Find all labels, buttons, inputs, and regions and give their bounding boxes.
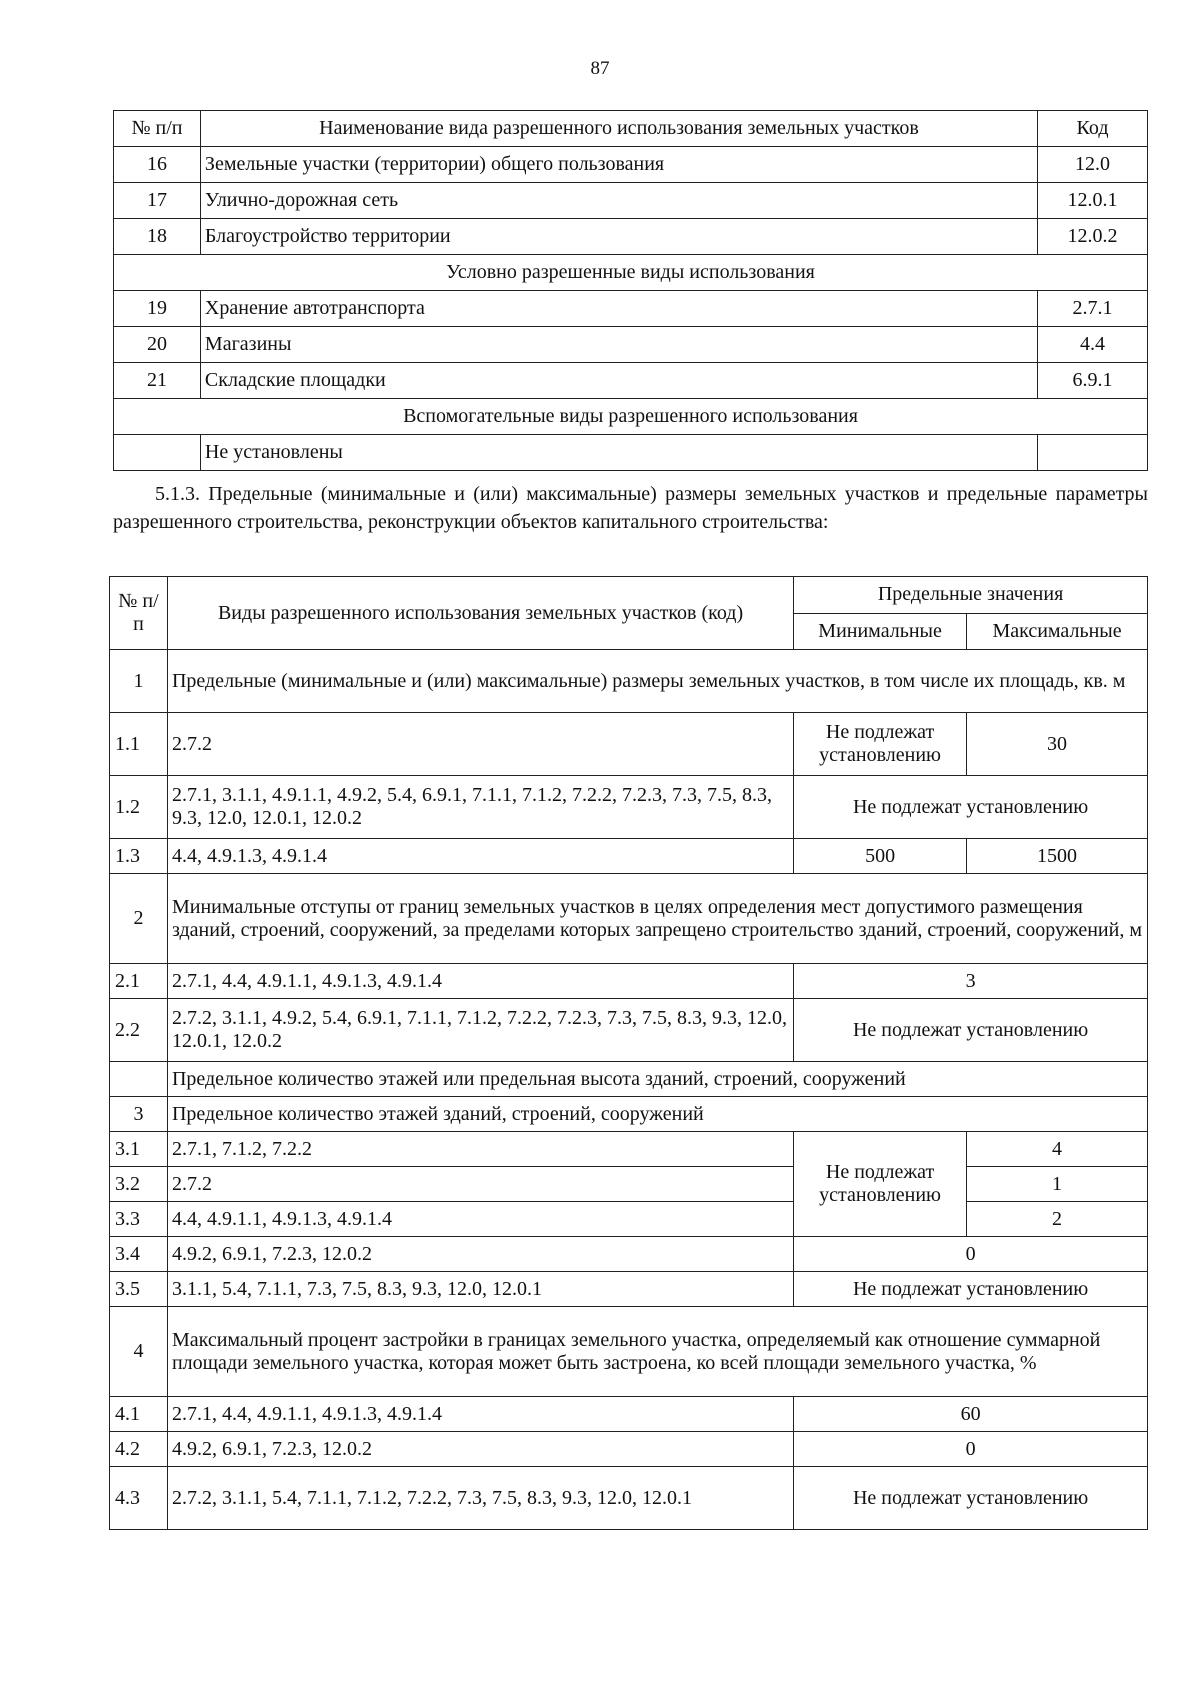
section-text: Минимальные отступы от границ земельных участков в целях определения мест допустимого размещения зданий, строений, сооружений, за пределами которых запрещено строительство зданий, строений, сооружений, м (167, 874, 1147, 964)
table-row (114, 291, 1148, 327)
table-row (110, 1397, 1148, 1432)
row-value: 0 (794, 1237, 1148, 1272)
row-min-merged: Не подлежат установлению (794, 1132, 967, 1237)
row-codes: 4.4, 4.9.1.1, 4.9.1.3, 4.9.1.4 (167, 1202, 793, 1237)
row-num: 3.1 (110, 1132, 168, 1167)
auxiliary-title: Вспомогательные виды разрешенного использования (114, 399, 1148, 435)
row-num: 4.1 (110, 1397, 168, 1432)
row-value: 3 (794, 964, 1148, 999)
row-num: 21 (114, 363, 201, 399)
row-code: 12.0 (1038, 147, 1148, 183)
table-row (114, 327, 1148, 363)
row-value: Не подлежат установлению (794, 1467, 1148, 1530)
section-row (110, 1097, 1148, 1132)
row-codes: 2.7.1, 4.4, 4.9.1.1, 4.9.1.3, 4.9.1.4 (167, 1397, 793, 1432)
row-value: Не подлежат установлению (794, 1272, 1148, 1307)
table-row (110, 1237, 1148, 1272)
row-name: Хранение автотранспорта (200, 291, 1037, 327)
table-row (110, 964, 1148, 999)
row-name: Складские площадки (200, 363, 1037, 399)
row-num: 3.2 (110, 1167, 168, 1202)
row-num: 2.2 (110, 999, 168, 1062)
row-codes: 4.9.2, 6.9.1, 7.2.3, 12.0.2 (167, 1432, 793, 1467)
table-row (110, 1467, 1148, 1530)
row-min: Не подлежат установлению (794, 713, 967, 776)
row-codes: 2.7.1, 3.1.1, 4.9.1.1, 4.9.2, 5.4, 6.9.1, 7.1.1, 7.1.2, 7.2.2, 7.2.3, 7.3, 7.5, 8.3, 9.3, 12.0, 12.0.1, 12.0.2 (167, 776, 793, 839)
row-num: 1.3 (110, 839, 168, 874)
row-min: 500 (794, 839, 967, 874)
table-row (110, 776, 1148, 839)
row-code: 2.7.1 (1038, 291, 1148, 327)
row-num: 17 (114, 183, 201, 219)
header-num: № п/п (110, 577, 168, 650)
table-row (110, 1202, 1148, 1237)
table-row (114, 183, 1148, 219)
row-codes: 2.7.1, 4.4, 4.9.1.1, 4.9.1.3, 4.9.1.4 (167, 964, 793, 999)
row-code: 6.9.1 (1038, 363, 1148, 399)
table-row (110, 713, 1148, 776)
table-row (114, 435, 1148, 471)
header-code: Код (1038, 111, 1148, 147)
row-value: Не подлежат установлению (794, 776, 1148, 839)
section-text: Предельные (минимальные и (или) максимальные) размеры земельных участков, в том числе их площадь, кв. м (167, 650, 1147, 713)
row-value: Не подлежат установлению (794, 999, 1148, 1062)
section-num: 4 (110, 1307, 168, 1397)
table-row (114, 363, 1148, 399)
header-min: Минимальные (794, 613, 967, 650)
conditional-title: Условно разрешенные виды использования (114, 255, 1148, 291)
row-name: Земельные участки (территории) общего пользования (200, 147, 1037, 183)
row-num: 18 (114, 219, 201, 255)
section-paragraph: 5.1.3. Предельные (минимальные и (или) максимальные) размеры земельных участков и предельные параметры разрешенного строительства, реконструкции объектов капитального строительства: (113, 483, 1148, 533)
table-header-row (114, 111, 1148, 147)
row-max: 4 (967, 1132, 1148, 1167)
table-row (110, 1132, 1148, 1167)
row-num: 1.2 (110, 776, 168, 839)
land-use-types-table (113, 110, 1148, 471)
page-number: 87 (590, 58, 610, 79)
table-row (114, 147, 1148, 183)
row-max: 1500 (967, 839, 1148, 874)
header-limits: Предельные значения (794, 577, 1148, 614)
row-code (1038, 435, 1148, 471)
section-num: 3 (110, 1097, 168, 1132)
row-codes: 2.7.2 (167, 1167, 793, 1202)
section-row (110, 874, 1148, 964)
table-row (110, 1432, 1148, 1467)
row-codes: 4.9.2, 6.9.1, 7.2.3, 12.0.2 (167, 1237, 793, 1272)
table-row (110, 839, 1148, 874)
row-value: 0 (794, 1432, 1148, 1467)
section-row (110, 1307, 1148, 1397)
row-num: 4.3 (110, 1467, 168, 1530)
table-row (114, 219, 1148, 255)
row-codes: 4.4, 4.9.1.3, 4.9.1.4 (167, 839, 793, 874)
table-row (110, 1167, 1148, 1202)
row-codes: 2.7.2 (167, 713, 793, 776)
row-num: 3.3 (110, 1202, 168, 1237)
section-num: 1 (110, 650, 168, 713)
row-max: 1 (967, 1167, 1148, 1202)
row-max: 30 (967, 713, 1148, 776)
section-num: 2 (110, 874, 168, 964)
row-num: 4.2 (110, 1432, 168, 1467)
section-title-row (114, 255, 1148, 291)
row-num: 3.4 (110, 1237, 168, 1272)
row-num: 3.5 (110, 1272, 168, 1307)
section-text: Предельное количество этажей зданий, строений, сооружений (167, 1097, 1147, 1132)
row-codes: 3.1.1, 5.4, 7.1.1, 7.3, 7.5, 8.3, 9.3, 12.0, 12.0.1 (167, 1272, 793, 1307)
section-row (110, 1062, 1148, 1097)
row-max: 2 (967, 1202, 1148, 1237)
section-text: Предельное количество этажей или предельная высота зданий, строений, сооружений (167, 1062, 1147, 1097)
section-row (110, 650, 1148, 713)
row-num: 16 (114, 147, 201, 183)
table-header-row (110, 577, 1148, 614)
header-max: Максимальные (967, 613, 1148, 650)
header-num: № п/п (114, 111, 201, 147)
row-codes: 2.7.2, 3.1.1, 4.9.2, 5.4, 6.9.1, 7.1.1, 7.1.2, 7.2.2, 7.2.3, 7.3, 7.5, 8.3, 9.3, 12.0, 12.0.1, 12.0.2 (167, 999, 793, 1062)
row-code: 4.4 (1038, 327, 1148, 363)
row-name: Улично-дорожная сеть (200, 183, 1037, 219)
row-name: Не установлены (200, 435, 1037, 471)
section-title-row (114, 399, 1148, 435)
row-num: 19 (114, 291, 201, 327)
table-row (110, 1272, 1148, 1307)
section-text: Максимальный процент застройки в границах земельного участка, определяемый как отношение суммарной площади земельного участка, которая может быть застроена, ко всей площади земельного участка, % (167, 1307, 1147, 1397)
section-num (110, 1062, 168, 1097)
row-codes: 2.7.2, 3.1.1, 5.4, 7.1.1, 7.1.2, 7.2.2, 7.3, 7.5, 8.3, 9.3, 12.0, 12.0.1 (167, 1467, 793, 1530)
row-name: Благоустройство территории (200, 219, 1037, 255)
row-num: 20 (114, 327, 201, 363)
row-num: 2.1 (110, 964, 168, 999)
row-code: 12.0.1 (1038, 183, 1148, 219)
row-num: 1.1 (110, 713, 168, 776)
row-num (114, 435, 201, 471)
header-kinds: Виды разрешенного использования земельных участков (код) (167, 577, 793, 650)
row-value: 60 (794, 1397, 1148, 1432)
row-name: Магазины (200, 327, 1037, 363)
header-name: Наименование вида разрешенного использования земельных участков (200, 111, 1037, 147)
table-row (110, 999, 1148, 1062)
limits-table (109, 576, 1148, 1530)
row-codes: 2.7.1, 7.1.2, 7.2.2 (167, 1132, 793, 1167)
row-code: 12.0.2 (1038, 219, 1148, 255)
